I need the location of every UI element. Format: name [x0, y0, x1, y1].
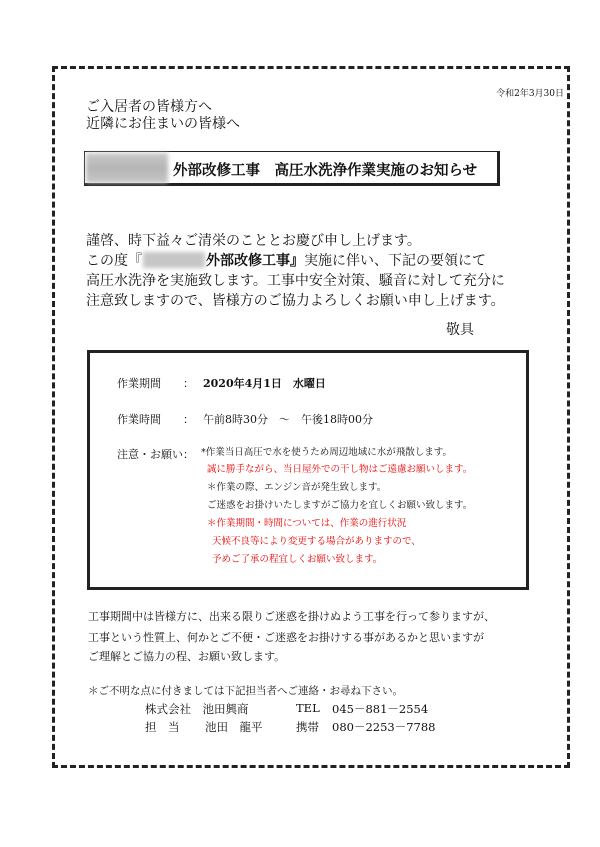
note-7: 予めご了承の程宜しくお願い致します。 — [212, 554, 383, 565]
redacted-building-name-inline — [143, 252, 205, 268]
notice-title: 外部改修工事 高圧水洗浄作業実施のお知らせ — [173, 162, 478, 179]
body-line-2-suffix: 実施に伴い、下記の要領にて — [304, 253, 486, 269]
note-1: *作業当日高圧で水を使うため周辺地域に水が飛散します。 — [201, 447, 452, 458]
period-label: 作業期間 — [117, 377, 161, 390]
title-box — [84, 151, 500, 186]
closing-keigu: 敬具 — [446, 322, 474, 338]
footer-line-3: ご理解とご協力の程、お願い致します。 — [88, 650, 286, 663]
addressee-neighbors: 近隣にお住まいの皆様へ — [86, 116, 240, 132]
note-5: ＊作業期間・時間については、作業の進行状況 — [207, 518, 407, 529]
note-4: ご迷惑をお掛けいたしますがご協力を宜しくお願い致します。 — [207, 500, 473, 511]
period-colon: ： — [183, 377, 194, 390]
redacted-building-name — [86, 153, 168, 183]
addressee-residents: ご入居者の皆様方へ — [86, 99, 212, 115]
tel-number: 045－881－2554 — [332, 702, 429, 716]
tel-label: TEL — [296, 701, 320, 715]
notes-label: 注意・お願い： — [117, 448, 194, 461]
body-line-2 — [86, 252, 486, 270]
footer-line-2: 工事という性質上、何かとご不便・ご迷惑をお掛けする事があるかと思いますが — [88, 631, 484, 644]
hours-label: 作業時間 — [117, 413, 161, 426]
body-line-2-project: 外部改修工事』 — [206, 253, 304, 269]
mobile-number: 080－2253－7788 — [332, 720, 436, 734]
hours-colon: ： — [183, 413, 194, 426]
body-line-2-prefix: この度『 — [86, 253, 142, 269]
body-line-3: 高圧水洗浄を実施致します。工事中安全対策、騒音に対して充分に — [86, 273, 505, 289]
note-6: 天候不良等により変更する場合がありますので、 — [212, 536, 421, 547]
hours-value: 午前8時30分 ～ 午後18時00分 — [203, 413, 373, 426]
greeting-line: 謹啓、時下益々ご清栄のこととお慶び申し上げます。 — [86, 233, 421, 249]
contact-note: ＊ご不明な点に付きましては下記担当者へご連絡・お尋ね下さい。 — [88, 685, 403, 697]
note-2: 誠に勝手ながら、当日屋外での干し物はご遠慮お願いします。 — [207, 464, 473, 475]
footer-line-1: 工事期間中は皆様方に、出来る限りご迷惑を掛けぬよう工事を行って参りますが、 — [88, 610, 495, 623]
period-value: 2020年4月1日 水曜日 — [203, 377, 326, 390]
person-name: 池田 龍平 — [205, 720, 263, 734]
company-name: 株式会社 池田興商 — [145, 702, 249, 716]
person-label: 担 当 — [145, 720, 180, 734]
note-3: ＊作業の際、エンジン音が発生致します。 — [207, 482, 387, 493]
notice-date: 令和2年3月30日 — [496, 89, 564, 99]
body-line-4: 注意致しますので、皆様方のご協力よろしくお願い申し上げます。 — [86, 293, 505, 309]
mobile-label: 携帯 — [296, 720, 319, 734]
